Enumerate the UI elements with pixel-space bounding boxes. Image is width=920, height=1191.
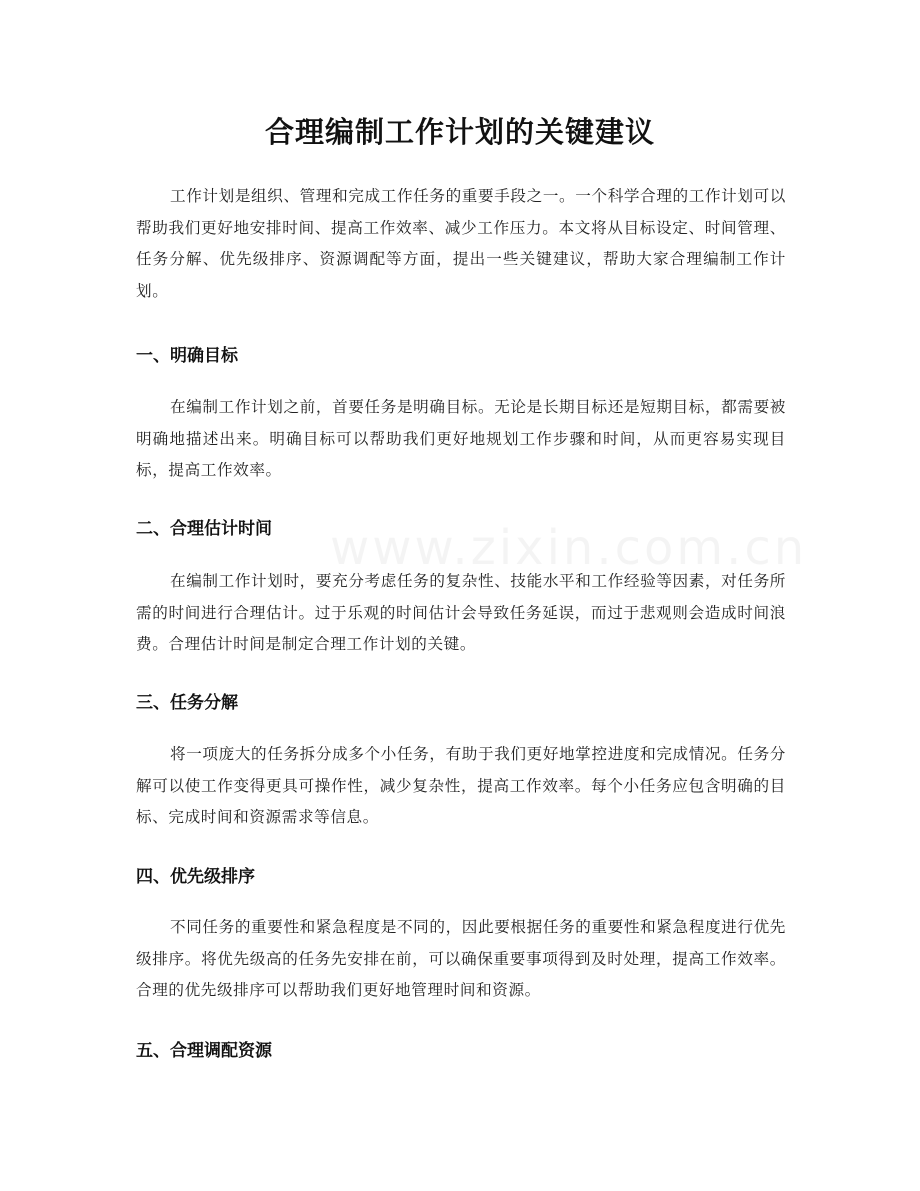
intro-paragraph: 工作计划是组织、管理和完成工作任务的重要手段之一。一个科学合理的工作计划可以帮助我们更好地安排时间、提高工作效率、减少工作压力。本文将从目标设定、时间管理、任务分解、优先级排序、资源调配等方面，提出一些关键建议，帮助大家合理编制工作计划。	[136, 187, 786, 300]
section-body-2: 在编制工作计划时，要充分考虑任务的复杂性、技能水平和工作经验等因素，对任务所需的时间进行合理估计。过于乐观的时间估计会导致任务延误，而过于悲观则会造成时间浪费。合理估计时间是制定合理工作计划的关键。	[136, 572, 786, 653]
section-heading-3: 三、任务分解	[136, 693, 238, 713]
section-heading-4: 四、优先级排序	[136, 867, 255, 887]
section-body-1: 在编制工作计划之前，首要任务是明确目标。无论是长期目标还是短期目标，都需要被明确地描述出来。明确目标可以帮助我们更好地规划工作步骤和时间，从而更容易实现目标，提高工作效率。	[136, 398, 786, 479]
section-heading-5: 五、合理调配资源	[136, 1041, 272, 1061]
section-heading-2: 二、合理估计时间	[136, 519, 272, 539]
page-title: 合理编制工作计划的关键建议	[264, 115, 655, 149]
section-body-4: 不同任务的重要性和紧急程度是不同的，因此要根据任务的重要性和紧急程度进行优先级排序。将优先级高的任务先安排在前，可以确保重要事项得到及时处理，提高工作效率。合理的优先级排序可以帮助我们更好地管理时间和资源。	[136, 918, 786, 999]
section-body-3: 将一项庞大的任务拆分成多个小任务，有助于我们更好地掌控进度和完成情况。任务分解可以使工作变得更具可操作性，减少复杂性，提高工作效率。每个小任务应包含明确的目标、完成时间和资源需求等信息。	[136, 745, 786, 826]
section-heading-1: 一、明确目标	[136, 346, 238, 366]
